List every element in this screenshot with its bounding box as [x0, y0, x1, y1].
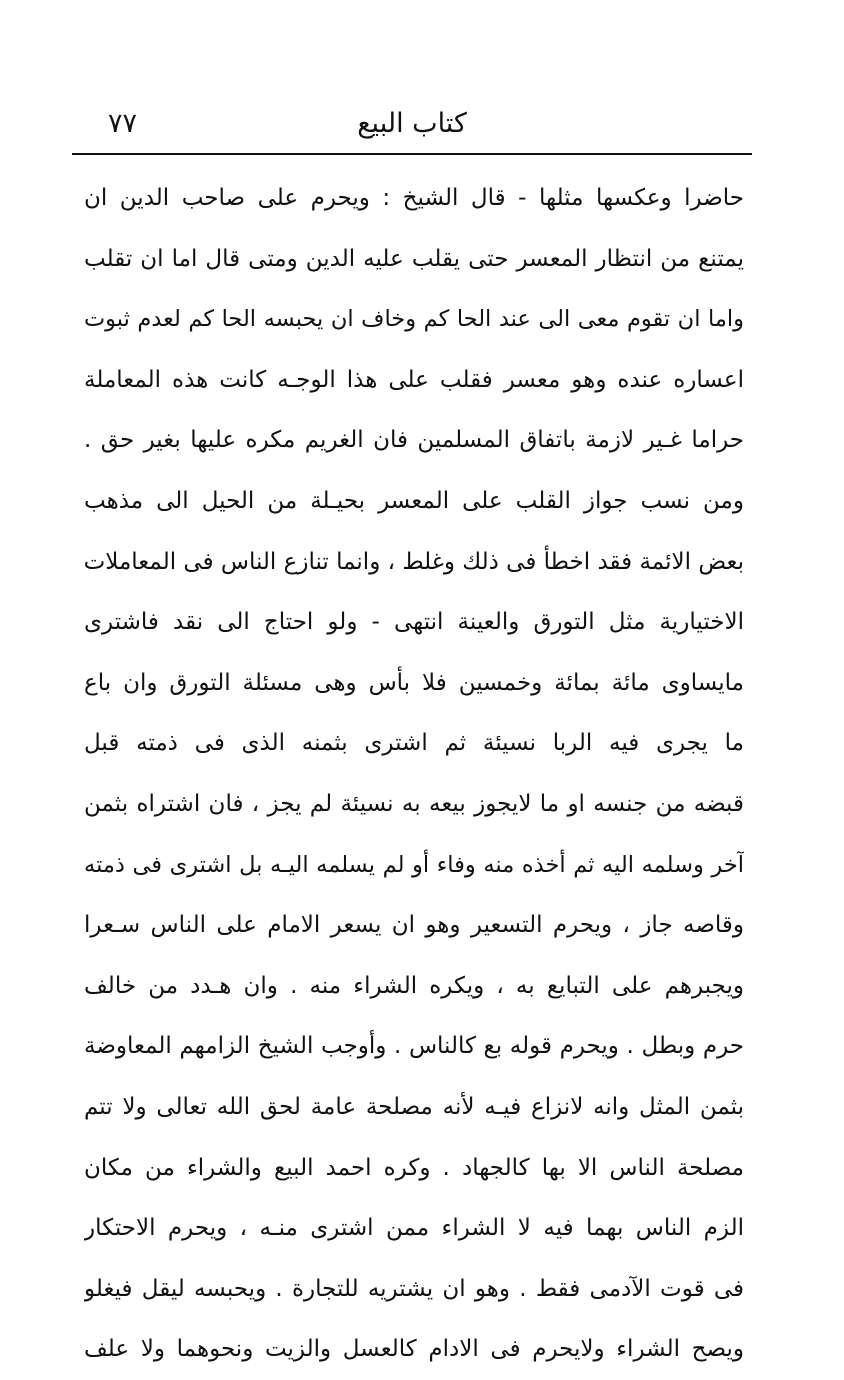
text-line: آخر وسلمه اليه ثم أخذه منه وفاء أو لم يسلمه اليـه بل اشترى فى ذمته [84, 851, 744, 878]
text-line: مصلحة الناس الا بها كالجهاد . وكره احمد البيع والشراء من مكان [84, 1154, 744, 1181]
running-title: كتاب البيع [357, 108, 467, 139]
page-number: ٧٧ [108, 108, 138, 139]
text-line: يمتنع من انتظار المعسر حتى يقلب عليه الدين ومتى قال اما ان تقلب [84, 245, 744, 272]
text-line: واما ان تقوم معى الى عند الحا كم وخاف ان يحبسه الحا كم لعدم ثبوت [84, 306, 744, 333]
page-header [72, 100, 752, 154]
text-line: اعساره عنده وهو معسر فقلب على هذا الوجـه كانت هذه المعاملة [84, 366, 744, 393]
text-line: حراما غـير لازمة باتفاق المسلمين فان الغريم مكره عليها بغير حق . [84, 427, 744, 454]
text-line: حرم وبطل . ويحرم قوله بع كالناس . وأوجب الشيخ الزامهم المعاوضة [84, 1033, 744, 1060]
text-line: ومن نسب جواز القلب على المعسر بحيـلة من الحيل الى مذهب [84, 487, 744, 514]
body-text [84, 168, 744, 1380]
text-line: ويجبرهم على التبايع به ، ويكره الشراء منه . وان هـدد من خالف [84, 972, 744, 999]
text-line: قبضه من جنسه او ما لايجوز بيعه به نسيئة لم يجز ، فان اشتراه بثمن [84, 790, 744, 817]
text-line: الاختيارية مثل التورق والعينة انتهى - ولو احتاج الى نقد فاشترى [84, 609, 744, 636]
text-line: مايساوى مائة بمائة وخمسين فلا بأس وهى مسئلة التورق وان باع [84, 669, 744, 696]
text-line: بثمن المثل وانه لانزاع فيـه لأنه مصلحة عامة لحق الله تعالى ولا تتم [84, 1093, 744, 1120]
text-line: الزم الناس بهما فيه لا الشراء ممن اشترى منـه ، ويحرم الاحتكار [84, 1215, 744, 1242]
text-line: ويصح الشراء ولايحرم فى الادام كالعسل والزيت ونحوهما ولا علف [84, 1336, 744, 1363]
text-line: بعض الائمة فقد اخطأ فى ذلك وغلط ، وانما تنازع الناس فى المعاملات [84, 548, 744, 575]
text-line: حاضرا وعكسها مثلها - قال الشيخ : ويحرم على صاحب الدين ان [84, 185, 744, 211]
header-rule [72, 153, 752, 155]
text-line: وقاصه جاز ، ويحرم التسعير وهو ان يسعر الامام على الناس سـعرا [84, 912, 744, 939]
text-line: فى قوت الآدمى فقط . وهو ان يشتريه للتجارة . ويحبسه ليقل فيغلو [84, 1275, 744, 1302]
text-line: ما يجرى فيه الربا نسيئة ثم اشترى بثمنه الذى فى ذمته قبل [84, 730, 744, 757]
